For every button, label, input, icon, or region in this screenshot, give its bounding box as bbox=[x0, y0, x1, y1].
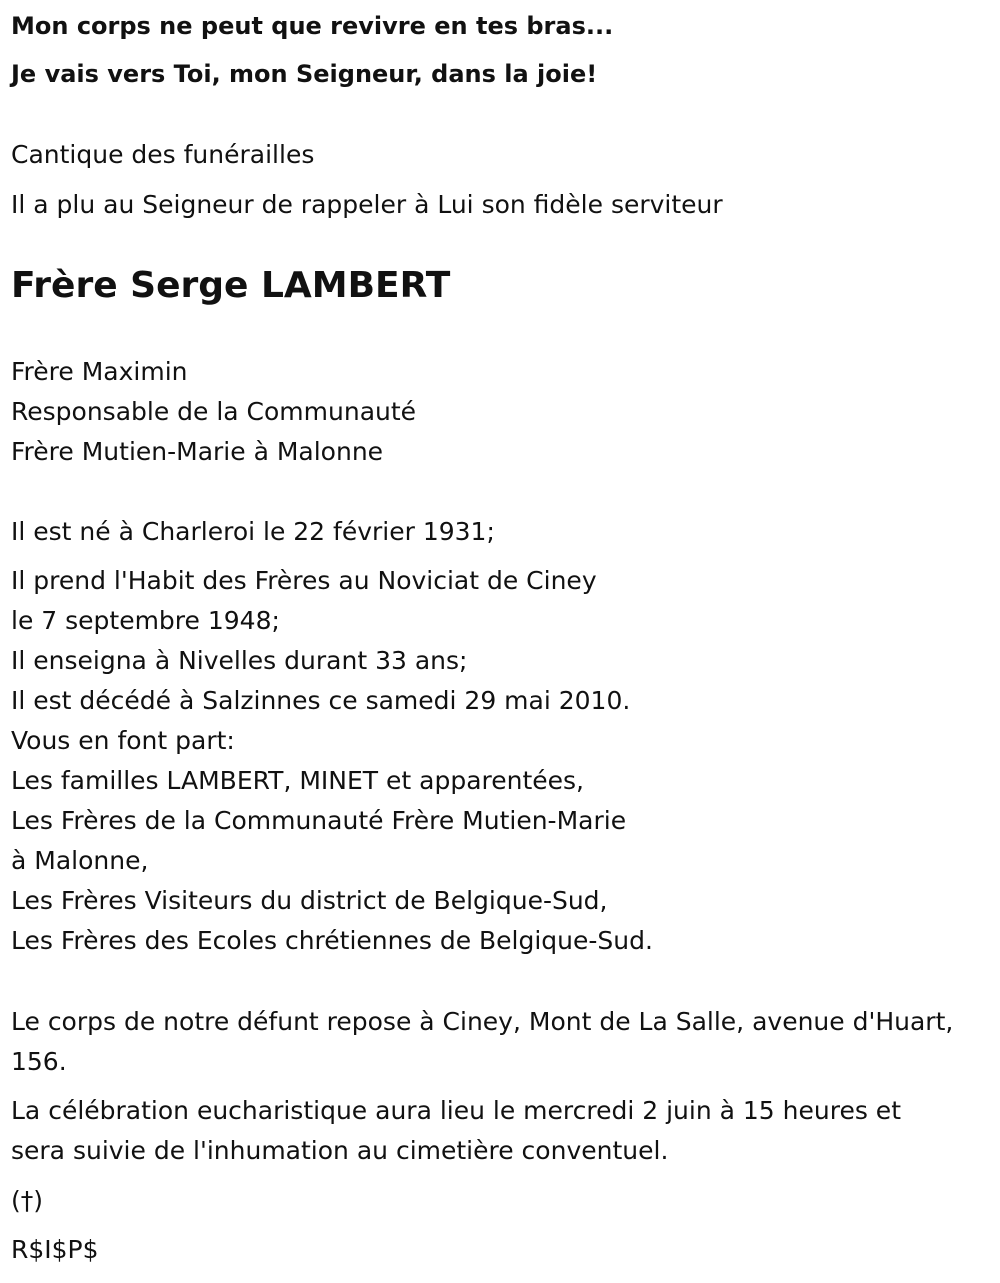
epigraph bbox=[11, 2, 613, 98]
rip-text: R$I$P$ bbox=[11, 1235, 99, 1264]
announcers-intro: Vous en font part: bbox=[11, 726, 235, 755]
repose-notice: Le corps de notre défunt repose à Ciney, Mont de La Salle, avenue d'Huart, 156. bbox=[11, 1007, 954, 1076]
contact-line: Responsable de la Communauté bbox=[11, 397, 417, 426]
announcer-line: Les Frères Visiteurs du district de Belgique-Sud, bbox=[11, 886, 608, 915]
biography-line: Il prend l'Habit des Frères au Noviciat de Ciney bbox=[11, 566, 597, 595]
announcer-line: Les Frères de la Communauté Frère Mutien-Marie bbox=[11, 806, 627, 835]
biography-line: Il est décédé à Salzinnes ce samedi 29 mai 2010. bbox=[11, 686, 631, 715]
announcer-line: Les Frères des Ecoles chrétiennes de Belgique-Sud. bbox=[11, 926, 653, 955]
biography-line: Il enseigna à Nivelles durant 33 ans; bbox=[11, 646, 468, 675]
ceremony-notice: La célébration eucharistique aura lieu le mercredi 2 juin à 15 heures et sera suivie de l'inhumation au cimetière conventuel. bbox=[11, 1096, 901, 1165]
announcer-line: Les familles LAMBERT, MINET et apparentées, bbox=[11, 766, 584, 795]
hymn-source: Cantique des funérailles bbox=[11, 140, 315, 169]
cross-symbol: (†) bbox=[11, 1186, 44, 1215]
community-contact bbox=[11, 352, 416, 472]
biography-line: le 7 septembre 1948; bbox=[11, 606, 280, 635]
announcer-line: à Malonne, bbox=[11, 846, 149, 875]
epigraph-line: Je vais vers Toi, mon Seigneur, dans la joie! bbox=[11, 60, 598, 88]
contact-line: Frère Maximin bbox=[11, 357, 188, 386]
epigraph-line: Mon corps ne peut que revivre en tes bras... bbox=[11, 12, 614, 40]
announcement-intro: Il a plu au Seigneur de rappeler à Lui son fidèle serviteur bbox=[11, 190, 723, 219]
birth-line: Il est né à Charleroi le 22 février 1931; bbox=[11, 517, 495, 546]
deceased-name: Frère Serge LAMBERT bbox=[11, 265, 451, 306]
contact-line: Frère Mutien-Marie à Malonne bbox=[11, 437, 384, 466]
biography bbox=[11, 561, 653, 961]
